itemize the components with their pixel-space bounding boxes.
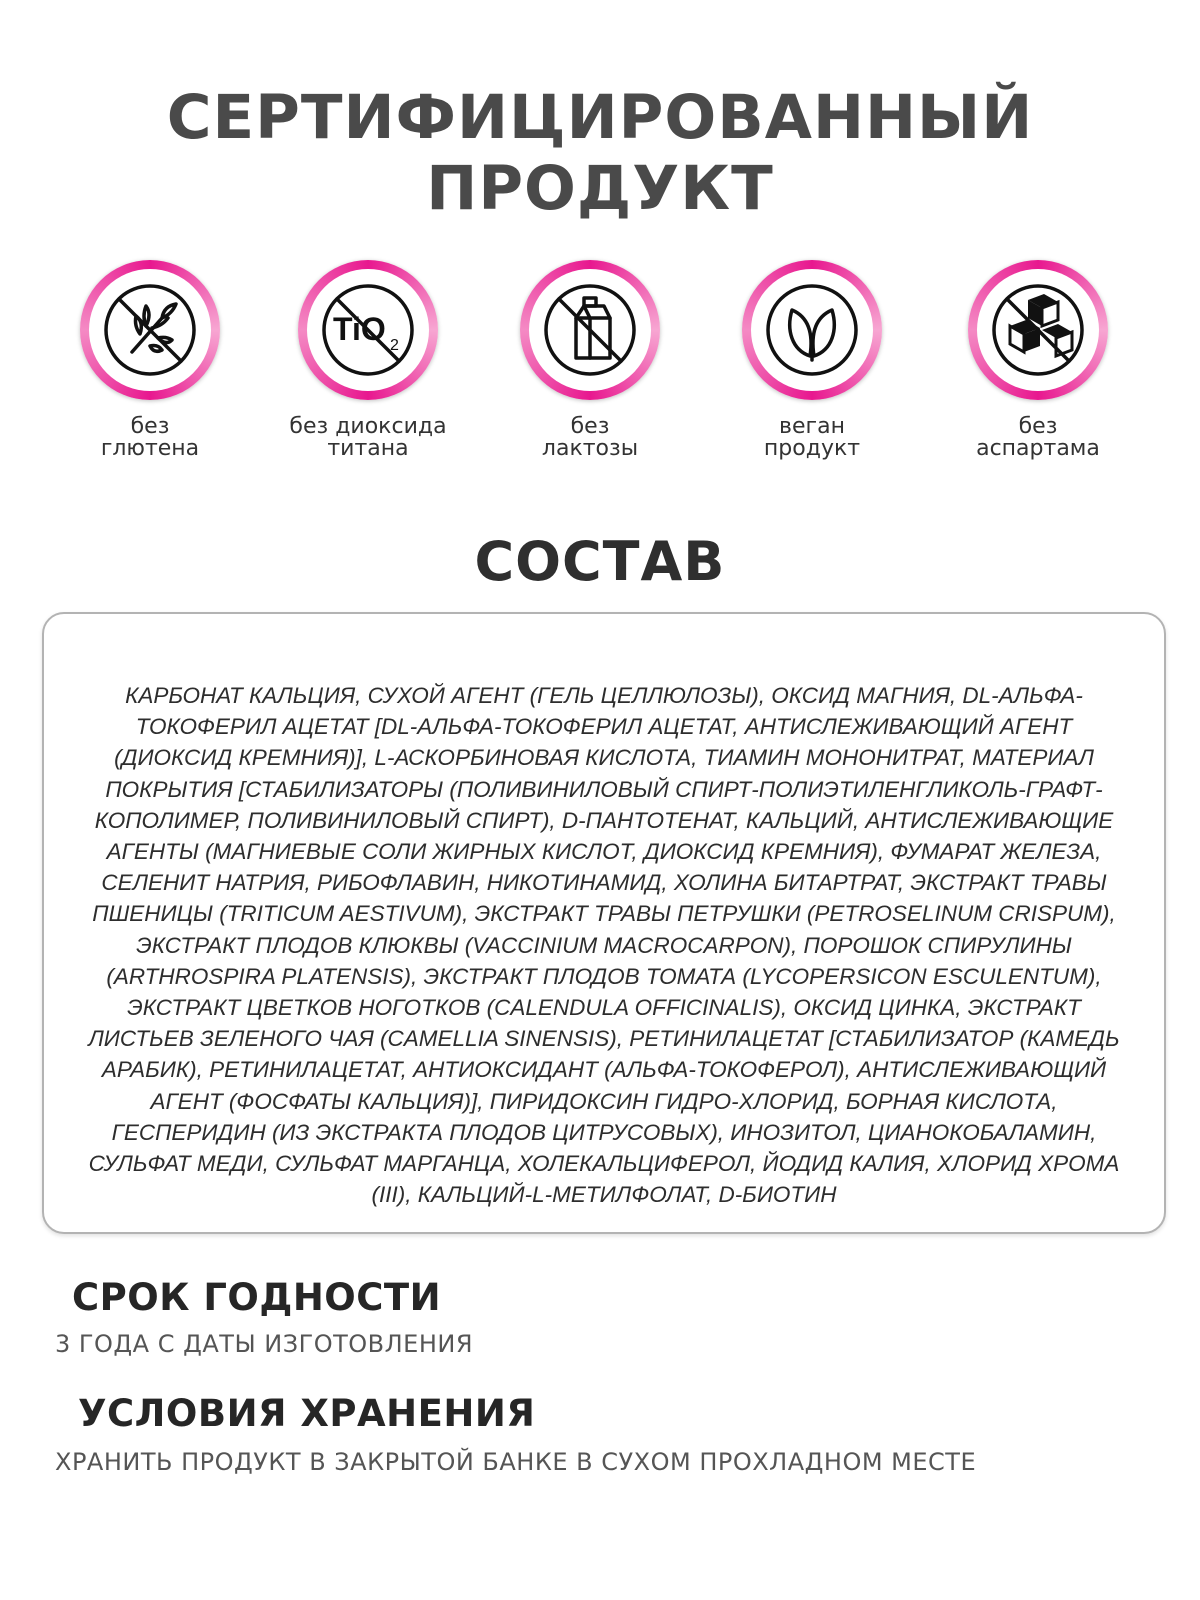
badge-no-gluten	[30, 260, 270, 460]
badge-no-lactose	[470, 260, 710, 460]
shelf-life-title: СРОК ГОДНОСТИ	[72, 1276, 442, 1319]
no-gluten-icon	[100, 280, 200, 380]
badge-ring	[968, 260, 1108, 400]
no-titanium-dioxide-icon	[318, 280, 418, 380]
storage-text: ХРАНИТЬ ПРОДУКТ В ЗАКРЫТОЙ БАНКЕ В СУХОМ ПРОХЛАДНОМ МЕСТЕ	[55, 1448, 977, 1476]
badge-ring	[520, 260, 660, 400]
tio2-text: TiO	[333, 311, 386, 347]
no-aspartame-icon	[988, 280, 1088, 380]
badge-ring	[742, 260, 882, 400]
storage-title: УСЛОВИЯ ХРАНЕНИЯ	[78, 1392, 536, 1435]
badge-ring	[80, 260, 220, 400]
badge-label-line2: лактозы	[541, 436, 639, 461]
composition-title: СОСТАВ	[474, 530, 726, 593]
badge-label-line1: веган	[779, 414, 845, 439]
badge-label-line2: титана	[327, 436, 409, 461]
tio2-subscript: 2	[390, 337, 399, 354]
badge-no-aspartame	[918, 260, 1158, 460]
page-title: СЕРТИФИЦИРОВАННЫЙ ПРОДУКТ	[166, 82, 1034, 224]
ingredients-text: КАРБОНАТ КАЛЬЦИЯ, СУХОЙ АГЕНТ (ГЕЛЬ ЦЕЛЛЮЛОЗЫ), ОКСИД МАГНИЯ, DL-АЛЬФА-ТОКОФЕРИЛ АЦЕТАТ [DL-АЛЬФА-ТОКОФЕРИЛ АЦЕТАТ, АНТИСЛЕЖИВАЮЩИЙ АГЕНТ (ДИОКСИД КРЕМНИЯ)], L-АСКОРБИНОВАЯ КИСЛОТА, ТИАМИН МОНОНИТРАТ, МАТЕРИАЛ ПОКРЫТИЯ [СТАБИЛИЗАТОРЫ (ПОЛИВИНИЛОВЫЙ СПИРТ-ПОЛИЭТИЛЕНГЛИКОЛЬ-ГРАФТ-КОПОЛИМЕР, ПОЛИВИНИЛОВЫЙ СПИРТ), D-ПАНТОТЕНАТ, КАЛЬЦИЙ, АНТИСЛЕЖИВАЮЩИЕ АГЕНТЫ (МАГНИЕВЫЕ СОЛИ ЖИРНЫХ КИСЛОТ, ДИОКСИД КРЕМНИЯ), ФУМАРАТ ЖЕЛЕЗА, СЕЛЕНИТ НАТРИЯ, РИБОФЛАВИН, НИКОТИНАМИД, ХОЛИНА БИТАРТРАТ, ЭКСТРАКТ ТРАВЫ ПШЕНИЦЫ (TRITICUM AESTIVUM), ЭКСТРАКТ ТРАВЫ ПЕТРУШКИ (PETROSELINUM CRISPUM), ЭКСТРАКТ ПЛОДОВ КЛЮКВЫ (VACCINIUM MACROCARPON), ПОРОШОК СПИРУЛИНЫ (ARTHROSPIRA PLATENSIS), ЭКСТРАКТ ПЛОДОВ ТОМАТА (LYCOPERSICON ESCULENTUM), ЭКСТРАКТ ЦВЕТКОВ НОГОТКОВ (CALENDULA OFFICINALIS), ОКСИД ЦИНКА, ЭКСТРАКТ ЛИСТЬЕВ ЗЕЛЕНОГО ЧАЯ (CAMELLIA SINENSIS), РЕТИНИЛАЦЕТАТ [СТАБИЛИЗАТОР (КАМЕДЬ АРАБИК), РЕТИНИЛАЦЕТАТ, АНТИОКСИДАНТ (АЛЬФА-ТОКОФЕРОЛ), АНТИСЛЕЖИВАЮЩИЙ АГЕНТ (ФОСФАТЫ КАЛЬЦИЯ)], ПИРИДОКСИН ГИДРО-ХЛОРИД, БОРНАЯ КИСЛОТА, ГЕСПЕРИДИН (ИЗ ЭКСТРАКТА ПЛОДОВ ЦИТРУСОВЫХ), ИНОЗИТОЛ, ЦИАНОКОБАЛАМИН, СУЛЬФАТ МЕДИ, СУЛЬФАТ МАРГАНЦА, ХОЛЕКАЛЬЦИФЕРОЛ, ЙОДИД КАЛИЯ, ХЛОРИД ХРОМА (III), КАЛЬЦИЙ-L-МЕТИЛФОЛАТ, D-БИОТИН	[88, 683, 1120, 1208]
badge-label-line2: аспартама	[976, 436, 1100, 461]
badge-vegan	[692, 260, 932, 460]
certification-badges	[0, 260, 1200, 470]
ingredients-panel	[42, 612, 1166, 1234]
badge-label-line2: продукт	[763, 436, 861, 461]
badge-label-line1: без	[130, 414, 170, 439]
badge-label-line1: без диоксида	[289, 414, 447, 439]
shelf-life-text: 3 ГОДА С ДАТЫ ИЗГОТОВЛЕНИЯ	[55, 1330, 474, 1358]
badge-label-line1: без	[570, 414, 610, 439]
badge-no-titanium-dioxide	[248, 260, 488, 460]
vegan-leaf-icon	[762, 280, 862, 380]
no-lactose-icon	[540, 280, 640, 380]
badge-label-line2: глютена	[100, 436, 200, 461]
badge-label-line1: без	[1018, 414, 1058, 439]
badge-ring	[298, 260, 438, 400]
